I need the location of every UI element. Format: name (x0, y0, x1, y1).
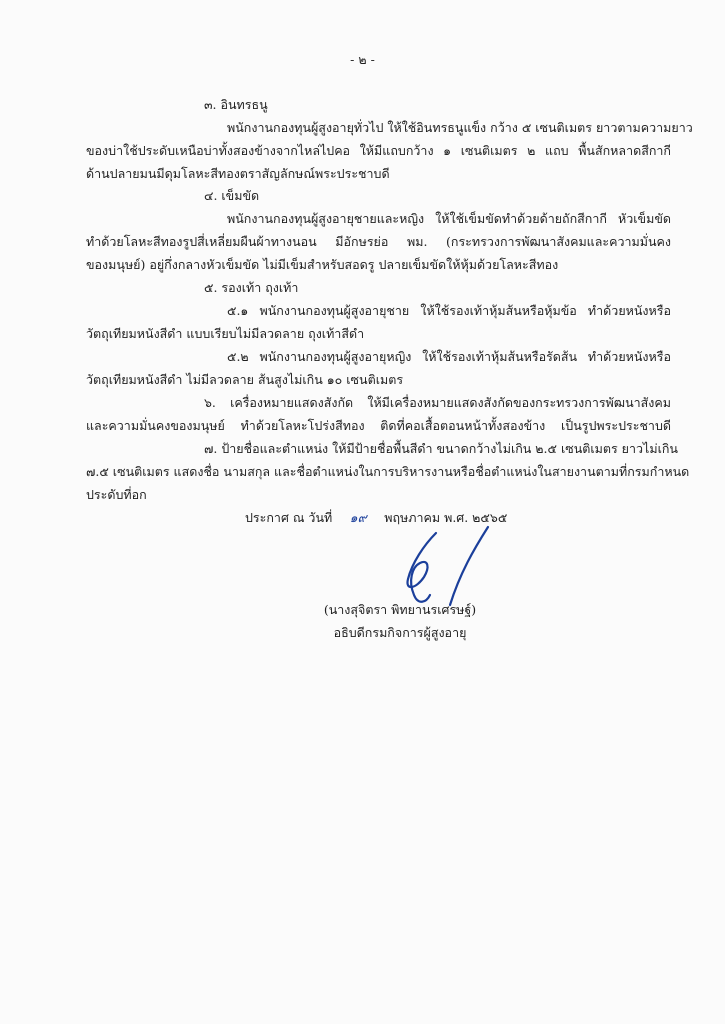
announcement-month-year: พฤษภาคม พ.ศ. ๒๕๖๕ (384, 510, 508, 525)
item-6-line-1: ๖. เครื่องหมายแสดงสังกัด ให้มีเครื่องหมายแสดงสังกัดของกระทรวงการพัฒนาสังคม (204, 395, 671, 410)
item-7-line-2: ๗.๕ เซนติเมตร แสดงชื่อ นามสกุล และชื่อตำแหน่งในการบริหารงานหรือชื่อตำแหน่งในสายงานตามที่กรมกำหนด (86, 464, 690, 479)
item-5-2-line-1: ๕.๒ พนักงานกองทุนผู้สูงอายุหญิง ให้ใช้รองเท้าหุ้มส้นหรือรัดส้น ทำด้วยหนังหรือ (227, 349, 671, 364)
signatory-name: (นางสุจิตรา พิทยานรเศรษฐ์) (323, 602, 477, 617)
item-4-line-1: พนักงานกองทุนผู้สูงอายุชายและหญิง ให้ใช้เข็มขัดทำด้วยด้ายถักสีกากี หัวเข็มขัด (227, 211, 671, 226)
item-5-1-line-2: วัตถุเทียมหนังสีดำ แบบเรียบไม่มีลวดลาย ถุงเท้าสีดำ (86, 326, 365, 341)
handwritten-signature (390, 515, 500, 615)
item-5-heading: ๕. รองเท้า ถุงเท้า (204, 280, 299, 295)
announcement-day: ๑๙ (349, 510, 367, 525)
item-3-line-2: ของบ่าใช้ประดับเหนือบ่าทั้งสองข้างจากไหล่ไปคอ ให้มีแถบกว้าง ๑ เซนติเมตร ๒ แถบ พื้นสักหลาดสีกากี (86, 143, 671, 158)
item-4-line-2: ทำด้วยโลหะสีทองรูปสี่เหลี่ยมผืนผ้าทางนอน มีอักษรย่อ พม. (กระทรวงการพัฒนาสังคมและความมั่นคง (86, 234, 671, 249)
item-5-1-line-1: ๕.๑ พนักงานกองทุนผู้สูงอายุชาย ให้ใช้รองเท้าหุ้มส้นหรือหุ้มข้อ ทำด้วยหนังหรือ (227, 303, 671, 318)
announcement-prefix: ประกาศ ณ วันที่ (245, 510, 333, 525)
item-3-line-1: พนักงานกองทุนผู้สูงอายุทั่วไป ให้ใช้อินทรธนูแข็ง กว้าง ๕ เซนติเมตร ยาวตามความยาว (227, 120, 693, 135)
item-7-line-1: ๗. ป้ายชื่อและตำแหน่ง ให้มีป้ายชื่อพื้นสีดำ ขนาดกว้างไม่เกิน ๒.๕ เซนติเมตร ยาวไม่เกิน (204, 441, 678, 456)
item-7-line-3: ประดับที่อก (86, 487, 147, 502)
item-4-line-3: ของมนุษย์) อยู่กึ่งกลางหัวเข็มขัด ไม่มีเข็มสำหรับสอดรู ปลายเข็มขัดให้หุ้มด้วยโลหะสีทอง (86, 257, 559, 272)
item-3-heading: ๓. อินทรธนู (204, 97, 268, 112)
item-3-line-3: ด้านปลายมนมีดุมโลหะสีทองตราสัญลักษณ์พระประชาบดี (86, 166, 390, 181)
item-5-2-line-2: วัตถุเทียมหนังสีดำ ไม่มีลวดลาย ส้นสูงไม่เกิน ๑๐ เซนติเมตร (86, 372, 404, 387)
page-number: - ๒ - (350, 52, 375, 67)
signatory-title: อธิบดีกรมกิจการผู้สูงอายุ (333, 625, 467, 640)
item-6-line-2: และความมั่นคงของมนุษย์ ทำด้วยโลหะโปร่งสีทอง ติดที่คอเสื้อตอนหน้าทั้งสองข้าง เป็นรูปพระประชาบดี (86, 418, 671, 433)
item-4-heading: ๔. เข็มขัด (204, 188, 260, 203)
